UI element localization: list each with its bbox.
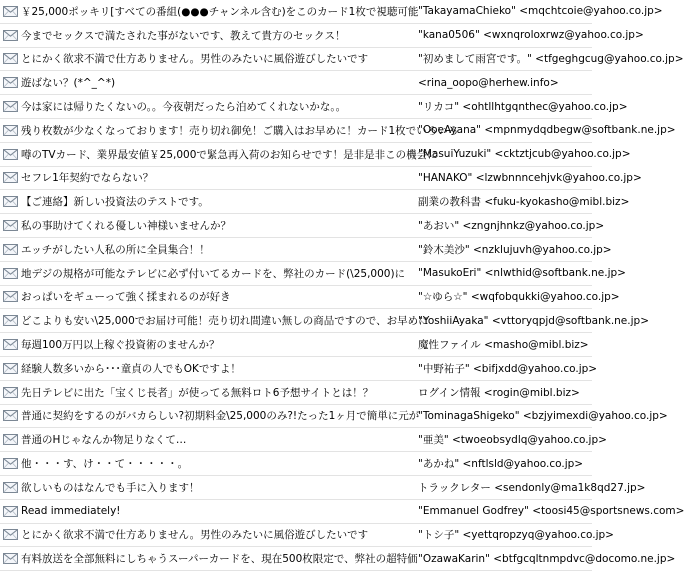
email-sender: <rina_oopo@herhew.info> bbox=[418, 76, 559, 89]
email-row[interactable] bbox=[0, 333, 592, 357]
email-row[interactable] bbox=[0, 48, 684, 72]
envelope-icon bbox=[0, 381, 20, 404]
envelope-icon bbox=[0, 48, 20, 71]
email-subject: 毎週100万円以上稼ぐ投資術のませんか？ bbox=[21, 339, 220, 352]
email-subject: 欲しいものはなんでも手に入ります！ bbox=[21, 481, 200, 494]
envelope-icon bbox=[0, 452, 20, 475]
email-row[interactable] bbox=[0, 524, 614, 548]
email-subject: 普通のHじゃなんか物足りなくて… bbox=[21, 434, 187, 447]
email-row[interactable] bbox=[0, 452, 592, 476]
email-row[interactable] bbox=[0, 24, 644, 48]
email-row[interactable] bbox=[0, 500, 684, 524]
email-row[interactable] bbox=[0, 357, 598, 381]
envelope-icon bbox=[0, 119, 20, 142]
email-subject: とにかく欲求不満で仕方ありません。男性のみたいに風俗遊びしたいです bbox=[21, 53, 369, 66]
email-sender: 魔性ファイル <masho@mibl.biz> bbox=[418, 339, 589, 352]
email-subject: 噂のTVカード、業界最安値￥25,000で緊急再入荷のお知らせです！是非是非この機会に bbox=[21, 148, 438, 161]
email-sender: "OzawaKarin" <btfgcqltnmpdvc@docomo.ne.jp> bbox=[418, 552, 676, 565]
email-row[interactable] bbox=[0, 428, 607, 452]
envelope-icon bbox=[0, 547, 20, 570]
email-sender: トラックレター <sendonly@ma1k8qd27.jp> bbox=[418, 481, 646, 494]
email-subject: セフレ1年契約でならない？ bbox=[21, 172, 154, 185]
envelope-icon bbox=[0, 500, 20, 523]
envelope-icon bbox=[0, 405, 20, 428]
envelope-icon bbox=[0, 190, 20, 213]
email-row[interactable] bbox=[0, 214, 605, 238]
email-subject: 残り枚数が少なくなっております！売り切れ御免！ご購入はお早めに！カード1枚でいろいろ bbox=[21, 124, 459, 137]
email-subject: 有料放送を全部無料にしちゃうスーパーカードを、現在500枚限定で、弊社の超特価 bbox=[21, 553, 418, 566]
email-row[interactable] bbox=[0, 547, 676, 571]
email-sender: "YoshiiAyaka" <vttoryqpjd@softbank.ne.jp> bbox=[418, 314, 649, 327]
email-row[interactable] bbox=[0, 0, 663, 24]
email-row[interactable] bbox=[0, 190, 630, 214]
email-sender: "中野祐子" <bifjxdd@yahoo.co.jp> bbox=[418, 362, 598, 375]
email-subject: エッチがしたい人私の所に全員集合！！ bbox=[21, 243, 210, 256]
email-subject: 私の事助けてくれる優しい神様いませんか？ bbox=[21, 220, 231, 233]
email-row[interactable] bbox=[0, 262, 626, 286]
email-row[interactable] bbox=[0, 405, 668, 429]
email-sender: "TakayamaChieko" <mqchtcoie@yahoo.co.jp> bbox=[418, 5, 663, 18]
envelope-icon bbox=[0, 476, 20, 499]
email-sender: 副業の教科書 <fuku-kyokasho@mibl.biz> bbox=[418, 196, 630, 209]
email-row[interactable] bbox=[0, 71, 592, 95]
email-subject: 【ご連絡】新しい投資法のテストです。 bbox=[21, 196, 209, 209]
email-sender: "MasukoEri" <nlwthid@softbank.ne.jp> bbox=[418, 267, 626, 280]
email-sender: "亜美" <twoeobsydlq@yahoo.co.jp> bbox=[418, 434, 607, 447]
envelope-icon bbox=[0, 309, 20, 332]
email-sender: "鈴木美沙" <nzklujuvh@yahoo.co.jp> bbox=[418, 243, 612, 256]
email-sender: "MasuiYuzuki" <cktztjcub@yahoo.co.jp> bbox=[418, 148, 631, 161]
email-subject: 地デジの規格が可能なテレビに必ず付いてるカードを、弊社のカード(\25,000)に bbox=[21, 267, 406, 280]
envelope-icon bbox=[0, 71, 20, 94]
email-subject: 遊ばない？(*^_^*) bbox=[21, 77, 116, 90]
email-sender: "初めまして雨宮です。" <tfgeghgcug@yahoo.co.jp> bbox=[418, 53, 684, 66]
envelope-icon bbox=[0, 524, 20, 547]
envelope-icon bbox=[0, 0, 20, 23]
email-subject: 普通に契約をするのがバカらしい?初期料金\25,000のみ?!たった1ヶ月で簡単に元が bbox=[21, 410, 420, 423]
envelope-icon bbox=[0, 428, 20, 451]
email-row[interactable] bbox=[0, 309, 649, 333]
email-sender: "☆ゆら☆" <wqfobqukki@yahoo.co.jp> bbox=[418, 291, 620, 304]
email-sender: "HANAKO" <lzwbnnncehjvk@yahoo.co.jp> bbox=[418, 171, 642, 184]
email-sender: "OoeAyana" <mpnmydqdbegw@softbank.ne.jp> bbox=[418, 124, 676, 137]
envelope-icon bbox=[0, 286, 20, 309]
email-subject: Read immediately! bbox=[21, 505, 121, 518]
envelope-icon bbox=[0, 24, 20, 47]
envelope-icon bbox=[0, 333, 20, 356]
email-row[interactable] bbox=[0, 119, 676, 143]
email-subject: とにかく欲求不満で仕方ありません。男性のみたいに風俗遊びしたいです bbox=[21, 529, 369, 542]
email-subject: ￥25,000ポッキリ[すべての番組(●●●チャンネル含む)をこのカード1枚で視聴可能 bbox=[21, 5, 419, 18]
email-subject: 今は家には帰りたくないの。。今夜朝だったら泊めてくれないかな。。 bbox=[21, 101, 347, 114]
email-sender: "Emmanuel Godfrey" <toosi45@sportsnews.com> bbox=[418, 505, 684, 518]
email-row[interactable] bbox=[0, 381, 592, 405]
email-row[interactable] bbox=[0, 286, 620, 310]
email-sender: ログイン情報 <rogin@mibl.biz> bbox=[418, 386, 580, 399]
email-row[interactable] bbox=[0, 167, 642, 191]
envelope-icon bbox=[0, 167, 20, 190]
email-sender: "kana0506" <wxnqroloxrwz@yahoo.co.jp> bbox=[418, 29, 644, 42]
envelope-icon bbox=[0, 262, 20, 285]
email-subject: 他・・・す、け・・て・・・・・。 bbox=[21, 458, 189, 471]
email-subject: 先日テレビに出た「宝くじ長者」が使ってる無料ロト6予想サイトとは！？ bbox=[21, 386, 374, 399]
envelope-icon bbox=[0, 95, 20, 118]
email-row[interactable] bbox=[0, 476, 646, 500]
email-subject: 今までセックスで満たされた事がないです、教えて貴方のセックス！ bbox=[21, 29, 346, 42]
email-sender: "あおい" <zngnjhnkz@yahoo.co.jp> bbox=[418, 220, 605, 233]
email-subject: どこよりも安い\25,000でお届け可能！売り切れ間違い無しの商品ですので、お早めに bbox=[21, 315, 429, 328]
envelope-icon bbox=[0, 214, 20, 237]
envelope-icon bbox=[0, 143, 20, 166]
email-sender: "TominagaShigeko" <bzjyimexdi@yahoo.co.jp> bbox=[418, 409, 668, 422]
email-subject: 経験人数多いから･･･童貞の人でもOKですよ！ bbox=[21, 362, 241, 375]
email-row[interactable] bbox=[0, 143, 631, 167]
email-row[interactable] bbox=[0, 238, 612, 262]
email-row[interactable] bbox=[0, 95, 628, 119]
envelope-icon bbox=[0, 357, 20, 380]
envelope-icon bbox=[0, 238, 20, 261]
email-sender: "リカコ" <ohtllhtgqnthec@yahoo.co.jp> bbox=[418, 101, 628, 114]
email-sender: "トシ子" <yettqropzyq@yahoo.co.jp> bbox=[418, 529, 614, 542]
email-subject: おっぱいをギューって強く揉まれるのが好き bbox=[21, 291, 231, 304]
email-sender: "あかね" <nftlsld@yahoo.co.jp> bbox=[418, 458, 584, 471]
